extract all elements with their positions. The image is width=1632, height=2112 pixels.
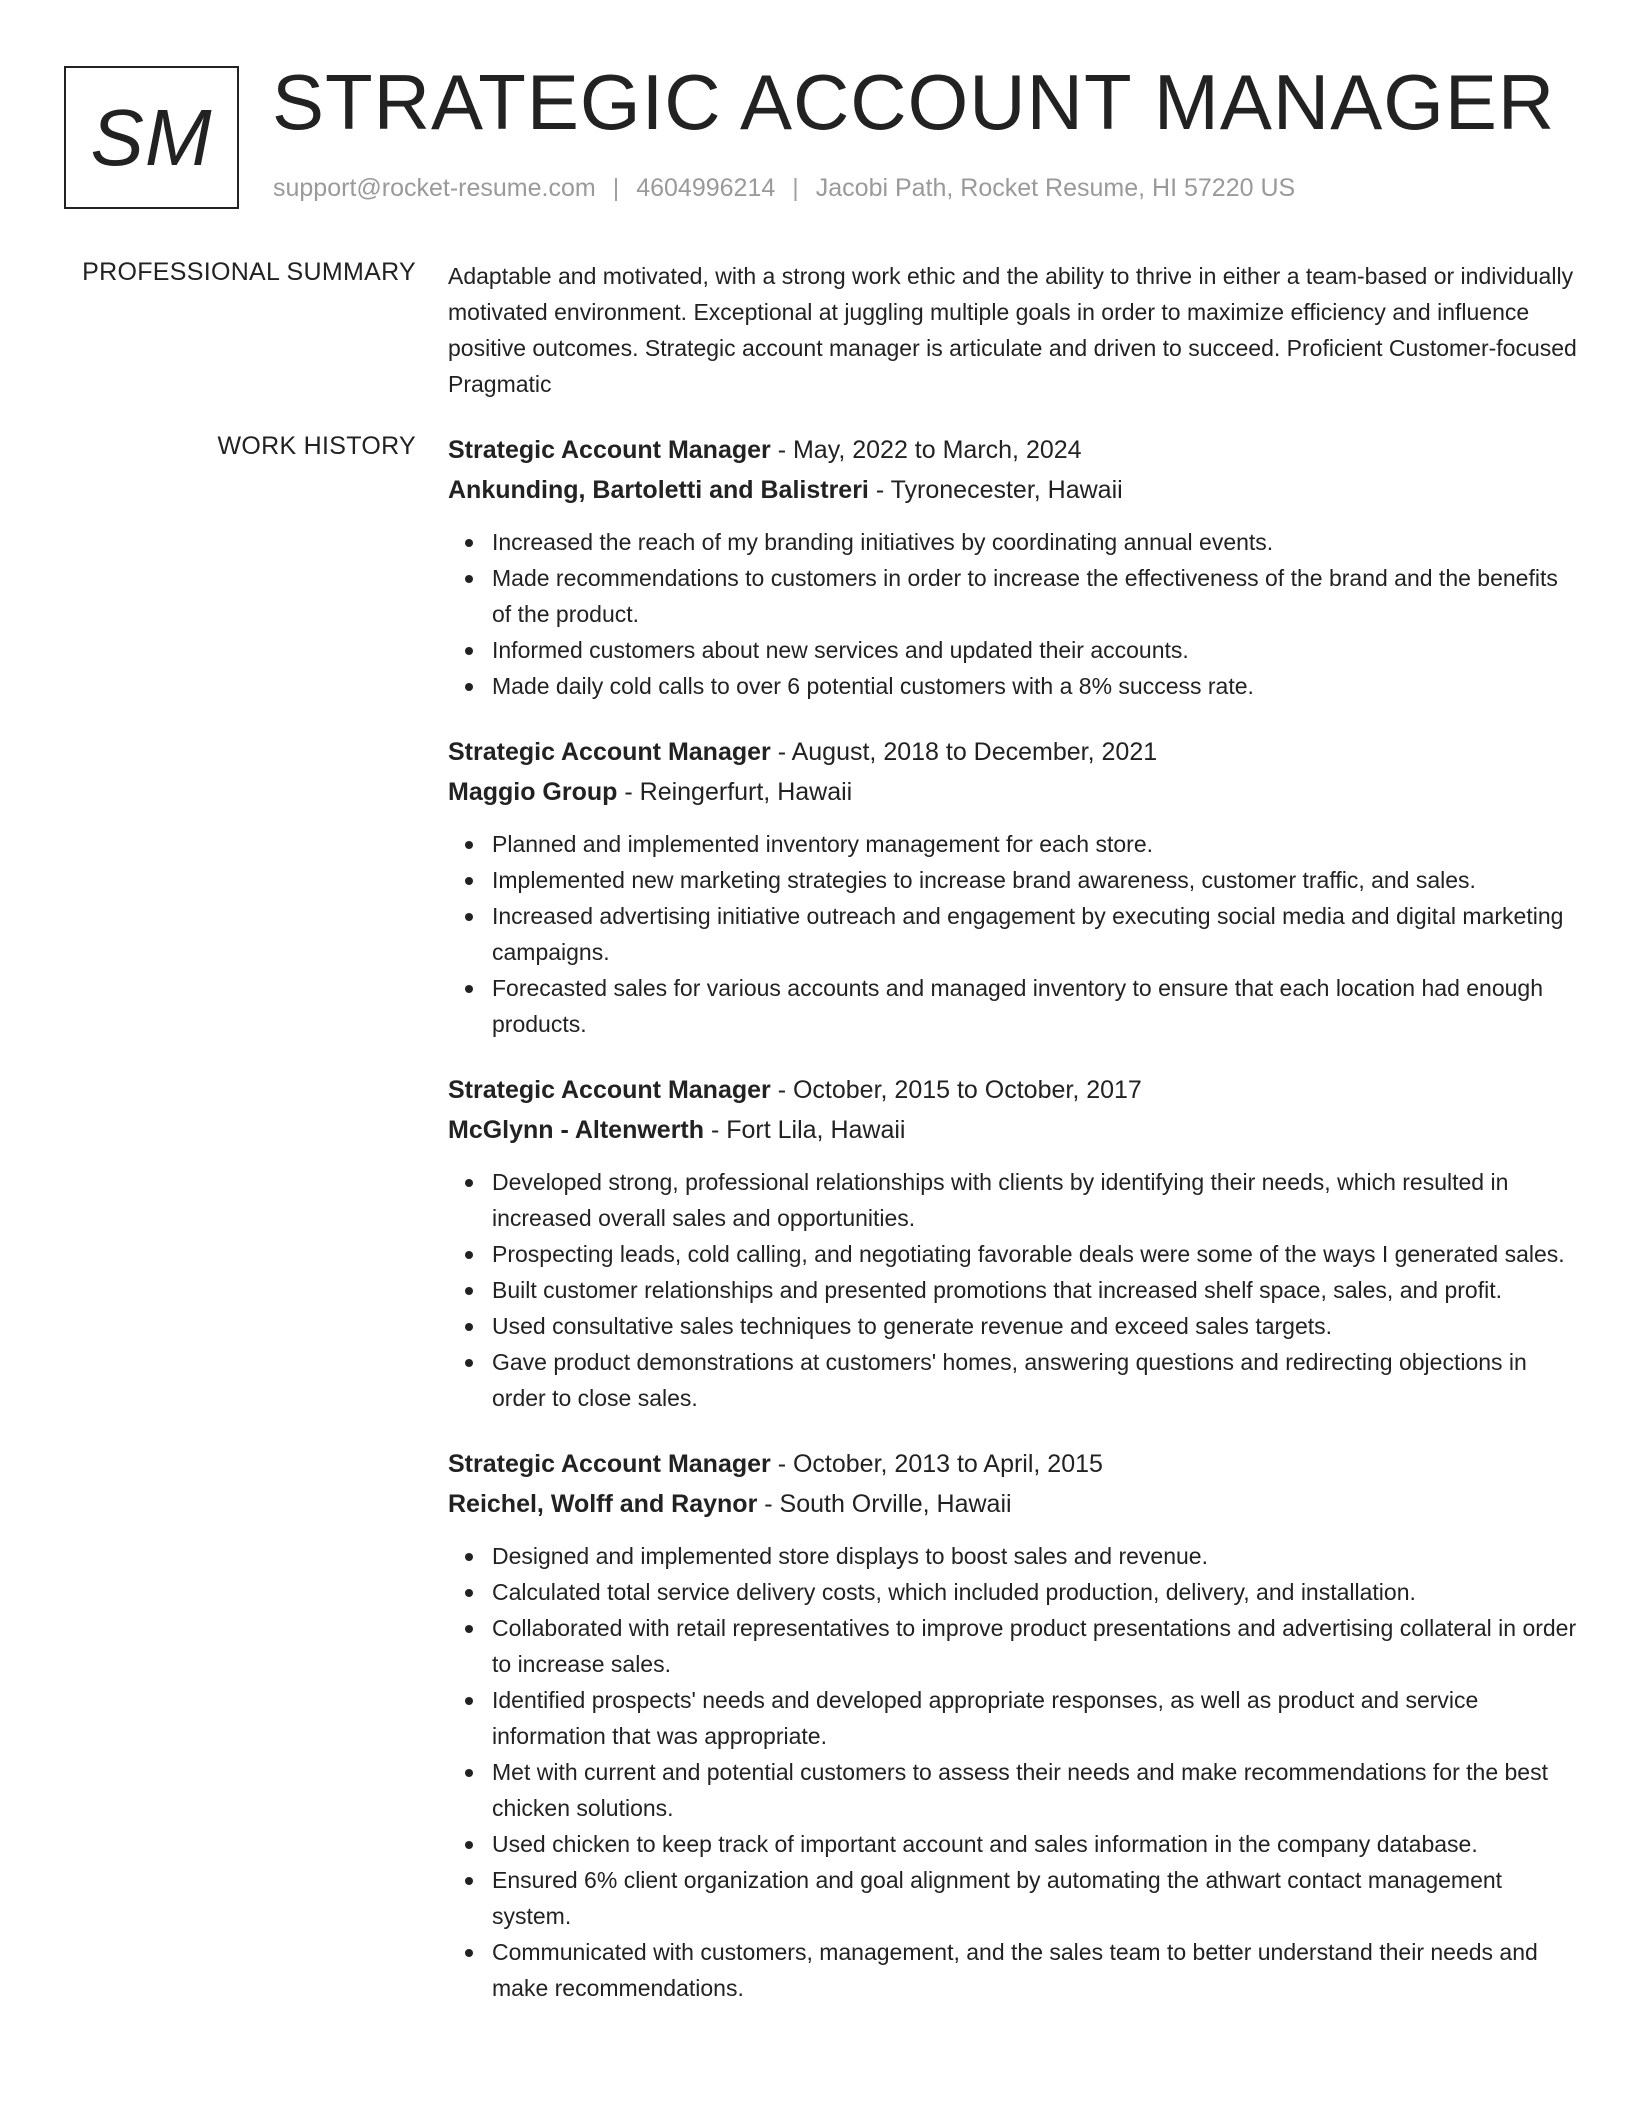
bullet-item: Used consultative sales techniques to generate revenue and exceed sales targets. <box>448 1308 1578 1344</box>
job-company-line <box>448 772 1578 812</box>
bullet-item: Made recommendations to customers in order to increase the effectiveness of the brand and the benefits of the product. <box>448 560 1578 632</box>
contact-line <box>273 174 1295 203</box>
job-company-line <box>448 1484 1578 1524</box>
job-location: - Reingerfurt, Hawaii <box>617 778 853 806</box>
job-dates: - October, 2013 to April, 2015 <box>770 1450 1103 1478</box>
job-location: - Tyronecester, Hawaii <box>868 476 1123 504</box>
contact-separator: | <box>792 174 799 202</box>
job-title-line <box>448 1444 1578 1484</box>
bullet-item: Ensured 6% client organization and goal alignment by automating the athwart contact management system. <box>448 1862 1578 1934</box>
bullet-item: Made daily cold calls to over 6 potential customers with a 8% success rate. <box>448 668 1578 704</box>
resume-title: STRATEGIC ACCOUNT MANAGER <box>272 58 1556 146</box>
bullet-item: Built customer relationships and presented promotions that increased shelf space, sales, and profit. <box>448 1272 1578 1308</box>
resume-header <box>64 58 1564 216</box>
section-label-work-history: WORK HISTORY <box>217 432 416 460</box>
job-title: Strategic Account Manager <box>448 738 771 766</box>
job-dates: - August, 2018 to December, 2021 <box>770 738 1158 766</box>
job-company-line <box>448 1110 1578 1150</box>
job-bullets <box>448 1538 1578 2006</box>
bullet-item: Implemented new marketing strategies to increase brand awareness, customer traffic, and sales. <box>448 862 1578 898</box>
job-company-line <box>448 470 1578 510</box>
job-company: Reichel, Wolff and Raynor <box>448 1490 758 1518</box>
job-company: Maggio Group <box>448 778 618 806</box>
job-bullets <box>448 1164 1578 1416</box>
job-title-line <box>448 430 1578 470</box>
bullet-item: Met with current and potential customers to assess their needs and make recommendations for the best chicken solutions. <box>448 1754 1578 1826</box>
jobs-list <box>448 430 1578 2034</box>
job-title: Strategic Account Manager <box>448 436 771 464</box>
bullet-item: Used chicken to keep track of important account and sales information in the company database. <box>448 1826 1578 1862</box>
job-entry <box>448 732 1578 1042</box>
contact-separator: | <box>612 174 620 202</box>
job-dates: - May, 2022 to March, 2024 <box>770 436 1082 464</box>
job-title: Strategic Account Manager <box>448 1450 771 1478</box>
job-bullets <box>448 826 1578 1042</box>
bullet-item: Increased the reach of my branding initiatives by coordinating annual events. <box>448 524 1578 560</box>
contact-phone: 4604996214 <box>636 174 776 202</box>
bullet-item: Designed and implemented store displays to boost sales and revenue. <box>448 1538 1578 1574</box>
bullet-item: Communicated with customers, management, and the sales team to better understand their needs and make recommendations. <box>448 1934 1578 2006</box>
monogram-logo: SM <box>64 66 239 209</box>
job-title-line <box>448 1070 1578 1110</box>
section-label-summary: PROFESSIONAL SUMMARY <box>82 258 416 286</box>
bullet-item: Informed customers about new services and updated their accounts. <box>448 632 1578 668</box>
job-title: Strategic Account Manager <box>448 1076 771 1104</box>
summary-text: Adaptable and motivated, with a strong work ethic and the ability to thrive in either a team-based or individually motivated environment. Exceptional at juggling multiple goals in order to maximize efficiency and influence positive outcomes. Strategic account manager is articulate and driven to succeed. Proficient Customer-focused Pragmatic <box>448 263 1577 397</box>
job-entry <box>448 430 1578 704</box>
bullet-item: Developed strong, professional relationships with clients by identifying their needs, which resulted in increased overall sales and opportunities. <box>448 1164 1578 1236</box>
bullet-item: Identified prospects' needs and developed appropriate responses, as well as product and service information that was appropriate. <box>448 1682 1578 1754</box>
bullet-item: Collaborated with retail representatives to improve product presentations and advertising collateral in order to increase sales. <box>448 1610 1578 1682</box>
job-dates: - October, 2015 to October, 2017 <box>770 1076 1142 1104</box>
job-entry <box>448 1070 1578 1416</box>
contact-email: support@rocket-resume.com <box>273 174 596 202</box>
bullet-item: Calculated total service delivery costs, which included production, delivery, and installation. <box>448 1574 1578 1610</box>
job-title-line <box>448 732 1578 772</box>
bullet-item: Prospecting leads, cold calling, and negotiating favorable deals were some of the ways I generated sales. <box>448 1236 1578 1272</box>
job-company: Ankunding, Bartoletti and Balistreri <box>448 476 869 504</box>
bullet-item: Planned and implemented inventory management for each store. <box>448 826 1578 862</box>
job-location: - Fort Lila, Hawaii <box>704 1116 906 1144</box>
job-company: McGlynn - Altenwerth <box>448 1116 705 1144</box>
job-bullets <box>448 524 1578 704</box>
bullet-item: Gave product demonstrations at customers' homes, answering questions and redirecting objections in order to close sales. <box>448 1344 1578 1416</box>
job-entry <box>448 1444 1578 2006</box>
bullet-item: Forecasted sales for various accounts and managed inventory to ensure that each location had enough products. <box>448 970 1578 1042</box>
job-location: - South Orville, Hawaii <box>757 1490 1012 1518</box>
contact-address: Jacobi Path, Rocket Resume, HI 57220 US <box>815 174 1296 202</box>
bullet-item: Increased advertising initiative outreach and engagement by executing social media and digital marketing campaigns. <box>448 898 1578 970</box>
